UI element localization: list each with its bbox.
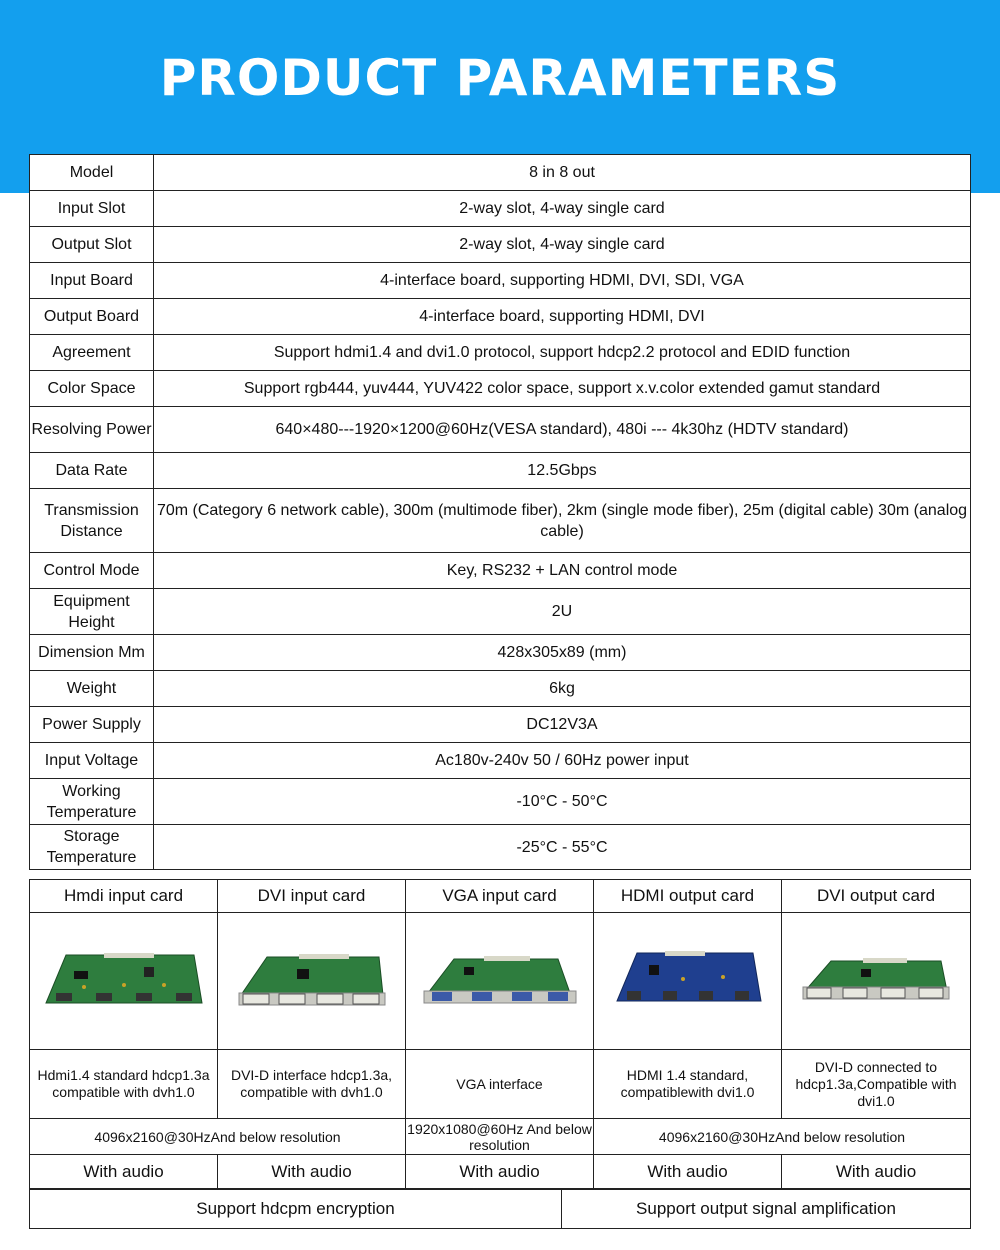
card-image-cell	[30, 913, 218, 1050]
card-name: DVI output card	[782, 880, 971, 913]
spec-value: Support hdmi1.4 and dvi1.0 protocol, support hdcp2.2 protocol and EDID function	[154, 335, 971, 371]
spec-label: Data Rate	[30, 453, 154, 489]
spec-label: Output Slot	[30, 227, 154, 263]
spec-value: 4-interface board, supporting HDMI, DVI	[154, 299, 971, 335]
hdmi-output-board-image	[613, 951, 763, 1011]
spec-label: Output Board	[30, 299, 154, 335]
spec-value: 2-way slot, 4-way single card	[154, 191, 971, 227]
spec-row-agreement	[30, 335, 971, 371]
card-name-row	[30, 880, 971, 913]
spec-row-input-slot	[30, 191, 971, 227]
spec-row-input-voltage	[30, 743, 971, 779]
spec-value: DC12V3A	[154, 707, 971, 743]
board-pcb	[428, 959, 570, 993]
card-audio: With audio	[782, 1155, 971, 1189]
spec-row-model	[30, 155, 971, 191]
spec-row-storage-temperature	[30, 825, 971, 870]
spec-value: 12.5Gbps	[154, 453, 971, 489]
spec-value: 2U	[154, 589, 971, 635]
card-desc: VGA interface	[406, 1050, 594, 1119]
spec-label: Color Space	[30, 371, 154, 407]
resolution-left: 4096x2160@30HzAnd below resolution	[30, 1119, 406, 1155]
footer-right: Support output signal amplification	[562, 1190, 971, 1229]
vga-input-board-image	[420, 951, 580, 1011]
spec-label: Storage Temperature	[30, 825, 154, 870]
footer-left: Support hdcpm encryption	[30, 1190, 562, 1229]
spec-row-equipment-height	[30, 589, 971, 635]
spec-value: 2-way slot, 4-way single card	[154, 227, 971, 263]
spec-row-color-space	[30, 371, 971, 407]
board-pcb	[241, 957, 383, 995]
card-desc-row	[30, 1050, 971, 1119]
spec-label: Equipment Height	[30, 589, 154, 635]
spec-label: Dimension Mm	[30, 635, 154, 671]
card-image-row	[30, 913, 971, 1050]
card-image-cell	[594, 913, 782, 1050]
spec-label: Input Slot	[30, 191, 154, 227]
spec-label: Input Voltage	[30, 743, 154, 779]
spec-value: Key, RS232 + LAN control mode	[154, 553, 971, 589]
spec-label: Weight	[30, 671, 154, 707]
spec-value: Ac180v-240v 50 / 60Hz power input	[154, 743, 971, 779]
spec-value: Support rgb444, yuv444, YUV422 color space, support x.v.color extended gamut standard	[154, 371, 971, 407]
spec-row-dimension	[30, 635, 971, 671]
card-image-cell	[782, 913, 971, 1050]
spec-value: 4-interface board, supporting HDMI, DVI, SDI, VGA	[154, 263, 971, 299]
spec-value: -10°C - 50°C	[154, 779, 971, 825]
spec-value: 6kg	[154, 671, 971, 707]
spec-value: 640×480---1920×1200@60Hz(VESA standard), 480i --- 4k30hz (HDTV standard)	[154, 407, 971, 453]
spec-value: 428x305x89 (mm)	[154, 635, 971, 671]
spec-table	[29, 154, 971, 870]
spec-value: 70m (Category 6 network cable), 300m (multimode fiber), 2km (single mode fiber), 25m (digital cable) 30m (analog cable)	[154, 489, 971, 553]
card-name: Hmdi input card	[30, 880, 218, 913]
card-name: VGA input card	[406, 880, 594, 913]
spec-label: Control Mode	[30, 553, 154, 589]
card-image-cell	[218, 913, 406, 1050]
page-title: PRODUCT PARAMETERS	[159, 49, 841, 107]
card-table	[29, 879, 971, 1189]
dvi-output-board-image	[801, 951, 951, 1011]
card-desc: HDMI 1.4 standard, compatiblewith dvi1.0	[594, 1050, 782, 1119]
resolution-right: 4096x2160@30HzAnd below resolution	[594, 1119, 971, 1155]
spec-row-output-slot	[30, 227, 971, 263]
spec-value: -25°C - 55°C	[154, 825, 971, 870]
spec-label: Resolving Power	[30, 407, 154, 453]
card-audio: With audio	[218, 1155, 406, 1189]
spec-row-working-temperature	[30, 779, 971, 825]
spec-row-data-rate	[30, 453, 971, 489]
card-desc: DVI-D connected to hdcp1.3a,Compatible with dvi1.0	[782, 1050, 971, 1119]
hdmi-input-board-image	[44, 951, 204, 1011]
footer-row	[30, 1190, 971, 1229]
spec-row-transmission-distance	[30, 489, 971, 553]
spec-label: Working Temperature	[30, 779, 154, 825]
spec-row-resolving-power	[30, 407, 971, 453]
spec-label: Agreement	[30, 335, 154, 371]
spec-label: Transmission Distance	[30, 489, 154, 553]
spec-label: Input Board	[30, 263, 154, 299]
card-audio-row	[30, 1155, 971, 1189]
card-image-cell	[406, 913, 594, 1050]
card-name: HDMI output card	[594, 880, 782, 913]
card-desc: Hdmi1.4 standard hdcp1.3a compatible with dvh1.0	[30, 1050, 218, 1119]
spec-label: Power Supply	[30, 707, 154, 743]
spec-row-output-board	[30, 299, 971, 335]
resolution-middle: 1920x1080@60Hz And below resolution	[407, 1120, 592, 1153]
card-audio: With audio	[30, 1155, 218, 1189]
footer-table	[29, 1189, 971, 1229]
dvi-input-board-image	[237, 951, 387, 1011]
card-resolution-row	[30, 1119, 971, 1155]
spec-value: 8 in 8 out	[154, 155, 971, 191]
spec-row-input-board	[30, 263, 971, 299]
spec-row-weight	[30, 671, 971, 707]
card-desc: DVI-D interface hdcp1.3a, compatible with dvh1.0	[218, 1050, 406, 1119]
spec-label: Model	[30, 155, 154, 191]
spec-row-power-supply	[30, 707, 971, 743]
card-name: DVI input card	[218, 880, 406, 913]
card-audio: With audio	[594, 1155, 782, 1189]
card-audio: With audio	[406, 1155, 594, 1189]
spec-row-control-mode	[30, 553, 971, 589]
